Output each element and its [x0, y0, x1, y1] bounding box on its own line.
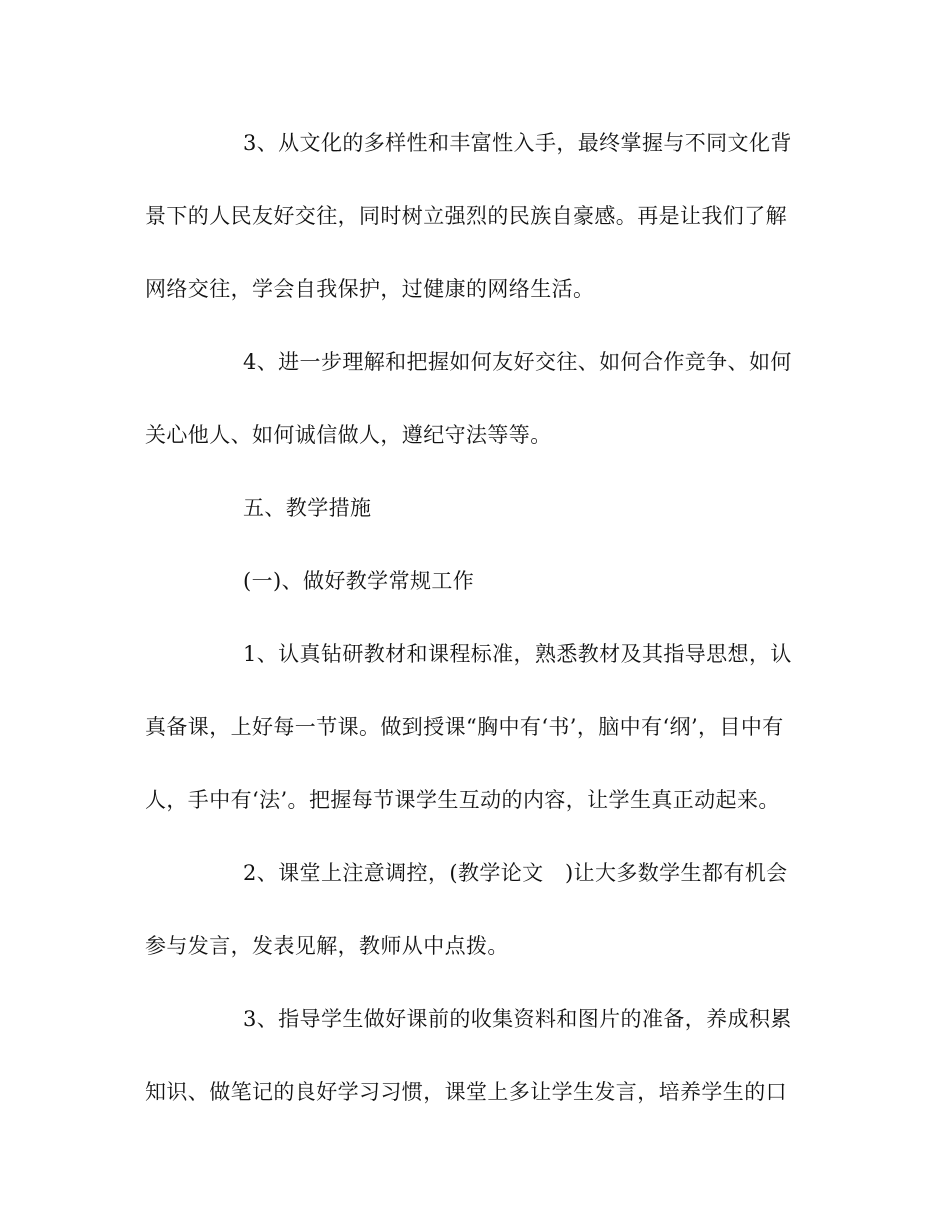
paragraph-line: 4、进一步理解和把握如何友好交往、如何合作竞争、如何	[243, 350, 792, 374]
subsection-heading: (一)、做好教学常规工作	[243, 569, 475, 593]
paragraph-line: 人，手中有‘法’。把握每节课学生互动的内容，让学生真正动起来。	[145, 788, 780, 812]
paragraph-line: 知识、做笔记的良好学习习惯，课堂上多让学生发言，培养学生的口	[145, 1080, 787, 1104]
paragraph-line: 关心他人、如何诚信做人，遵纪守法等等。	[145, 423, 552, 447]
paragraph-line: 网络交往，学会自我保护，过健康的网络生活。	[145, 277, 595, 301]
paragraph-line: 3、指导学生做好课前的收集资料和图片的准备，养成积累	[243, 1007, 792, 1031]
paragraph-line: 参与发言，发表见解，教师从中点拨。	[145, 934, 509, 958]
section-heading: 五、教学措施	[243, 496, 372, 520]
paragraph-line: 1、认真钻研教材和课程标准，熟悉教材及其指导思想，认	[243, 642, 792, 666]
paragraph-line: 真备课，上好每一节课。做到授课“胸中有‘书’，脑中有‘纲’，目中有	[145, 715, 784, 739]
paragraph-line: 景下的人民友好交往，同时树立强烈的民族自豪感。再是让我们了解	[145, 204, 787, 228]
paragraph-line: 2、课堂上注意调控，(教学论文 )让大多数学生都有机会	[243, 861, 788, 885]
paragraph-line: 3、从文化的多样性和丰富性入手，最终掌握与不同文化背	[243, 131, 792, 155]
